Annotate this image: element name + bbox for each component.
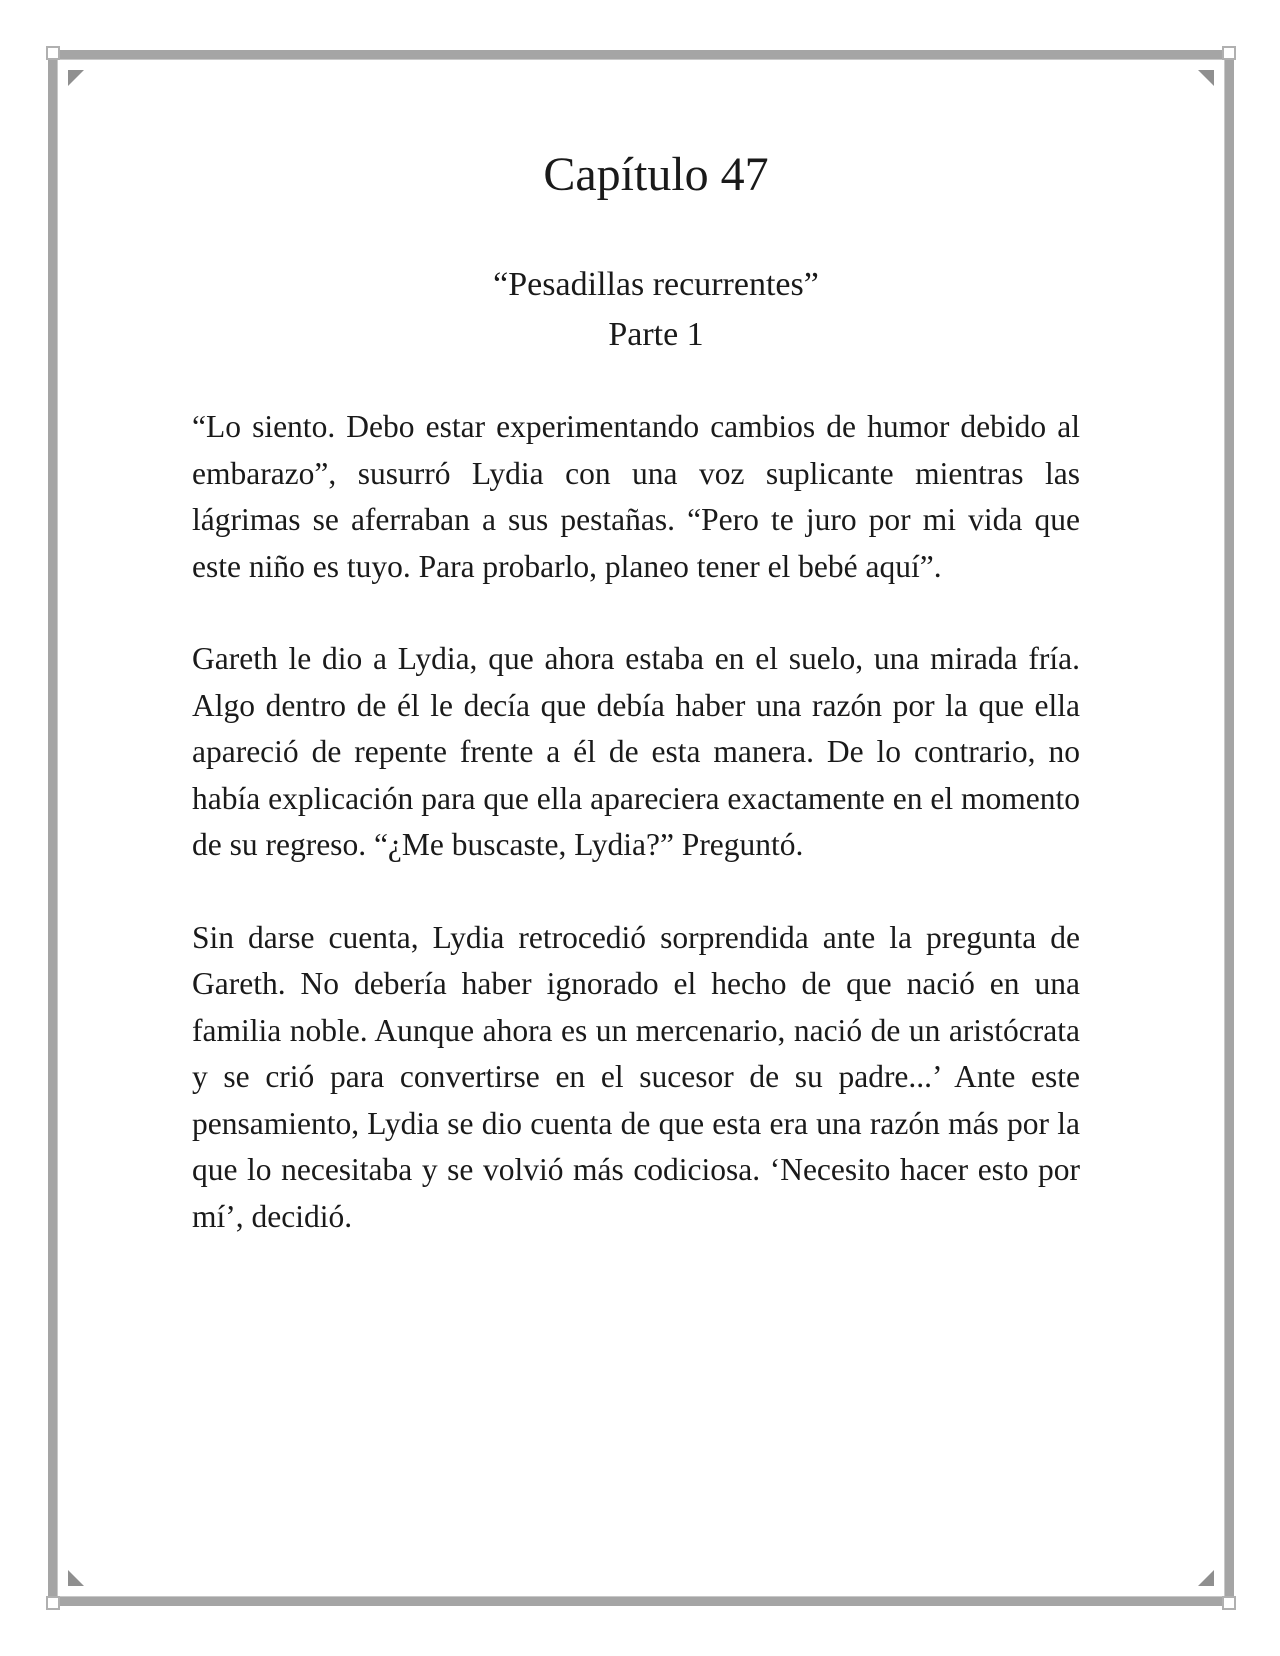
chapter-title: Capítulo 47 — [543, 148, 769, 201]
paragraph-1: “Lo siento. Debo estar experimentando cambios de humor debido al embarazo”, susurró Lydia con una voz suplicante mientras las lágrimas se aferraban a sus pestañas. “Pero te juro por mi vida que este niño es tuyo. Para probarlo, planeo tener el bebé aquí”. — [192, 409, 1080, 584]
chapter-subtitle: “Pesadillas recurrentes” — [493, 266, 819, 303]
corner-ornament-top-left — [46, 46, 60, 60]
page-content — [192, 140, 1080, 1286]
corner-triangle-top-right — [1198, 70, 1214, 86]
corner-ornament-bottom-left — [46, 1596, 60, 1610]
corner-triangle-top-left — [68, 70, 84, 86]
paragraph-3: Sin darse cuenta, Lydia retrocedió sorprendida ante la pregunta de Gareth. No debería haber ignorado el hecho de que nació en una familia noble. Aunque ahora es un mercenario, nació de un aristócrata y se crió para convertirse en el sucesor de su padre...’ Ante este pensamiento, Lydia se dio cuenta de que esta era una razón más por la que lo necesitaba y se volvió más codiciosa. ‘Necesito hacer esto por mí’, decidió. — [192, 919, 1080, 1234]
paragraph-2: Gareth le dio a Lydia, que ahora estaba en el suelo, una mirada fría. Algo dentro de él le decía que debía haber una razón por la que ella apareció de repente frente a él de esta manera. De lo contrario, no había explicación para que ella apareciera exactamente en el momento de su regreso. “¿Me buscaste, Lydia?” Preguntó. — [192, 641, 1080, 862]
body-text — [192, 404, 1080, 1240]
corner-triangle-bottom-left — [68, 1570, 84, 1586]
corner-ornament-top-right — [1222, 46, 1236, 60]
corner-ornament-bottom-right — [1222, 1596, 1236, 1610]
corner-triangle-bottom-right — [1198, 1570, 1214, 1586]
chapter-part: Parte 1 — [608, 316, 704, 353]
